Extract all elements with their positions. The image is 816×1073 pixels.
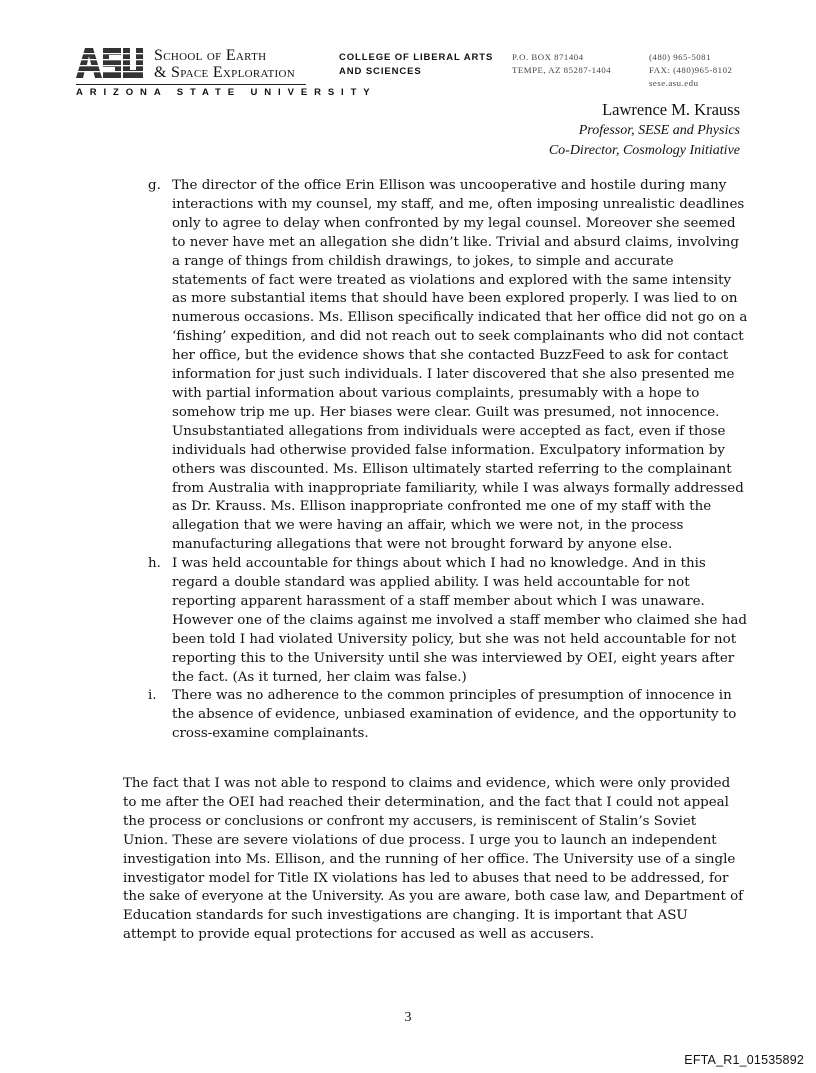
list-item-text: The director of the office Erin Ellison was uncooperative and hostile during many interactions with my counsel, my staff, and me, often imposing unrealistic deadlines only to agree to delay when confronted by my legal counsel. Moreover she seemed to never have met an allegation she didn’t like. Trivial and absurd claims, involving a range of things from childish drawings, to jokes, to simple and accurate statements of fact were treated as violations and explored with the same intensity as more substantial items that should have been explored properly. I was lied to on numerous occasions. Ms. Ellison specifically indicated that her office did not go on a ‘fishing’ expedition, and did not reach out to seek complainants who did not contact her office, but the evidence shows that she contacted BuzzFeed to ask for contact information for just such individuals. I later discovered that she also presented me with partial information about various complaints, presumably with a hope to somehow trip me up. Her biases were clear. Guilt was presumed, not innocence. Unsubstantiated allegations from individuals were accepted as fact, even if those individuals had otherwise provided false information. Exculpatory information by others was discounted. Ms. Ellison ultimately started referring to the complainant from Australia with inappropriate familiarity, while I was always formally addressed as Dr. Krauss. Ms. Ellison inappropriate confronted me one of my staff with the allegation that we were having an affair, which we were not, in the process manufacturing allegations that were not brought forward by anyone else. (172, 178, 748, 553)
author-role: Co-Director, Cosmology Initiative (548, 143, 740, 158)
fax-number: FAX: (480)965-8102 (649, 65, 733, 75)
school-name-line1: School of Earth (154, 47, 267, 64)
list-item (148, 687, 748, 744)
list-item-label: i. (148, 688, 157, 704)
phone-number: (480) 965-5081 (649, 52, 711, 62)
contact-info (649, 51, 732, 90)
school-name (154, 47, 295, 81)
address-line2: TEMPE, AZ 85287-1404 (512, 65, 612, 75)
list-item-label: g. (148, 178, 161, 193)
website: sese.asu.edu (649, 78, 699, 88)
school-name-line2: & Space Exploration (154, 64, 295, 81)
asu-logo-icon (76, 47, 148, 79)
list-item-text: There was no adherence to the common principles of presumption of innocence in the absence of evidence, unbiased examination of evidence, and the opportunity to cross-examine complainants. (172, 688, 737, 742)
list-item (148, 177, 748, 555)
address-line1: P.O. BOX 871404 (512, 52, 584, 62)
list-item-label: h. (148, 556, 161, 572)
closing-paragraph: The fact that I was not able to respond to claims and evidence, which were only provided to me after the OEI had reached their determination, and the fact that I could not appeal the process or conclusions or confront my accusers, is reminiscent of Stalin’s Soviet Union. These are severe violations of due process. I urge you to launch an independent investigation into Ms. Ellison, and the running of her office. The University use of a single investigator model for Title IX violations has led to abuses that need to be addressed, for the sake of everyone at the University. As you are aware, both case law, and Department of Education standards for such investigations are changing. It is important that ASU attempt to provide equal protections for accused as well as accusers. (123, 776, 744, 943)
lettered-list (148, 177, 748, 744)
letterhead-rule (76, 84, 306, 85)
signature-block (549, 99, 740, 161)
mailing-address (512, 51, 611, 77)
college-name-line1: COLLEGE OF LIBERAL ARTS (339, 52, 494, 63)
author-title: Professor, SESE and Physics (578, 123, 740, 138)
list-item-text: I was held accountable for things about which I had no knowledge. And in this regard a double standard was applied ability. I was held accountable for not reporting apparent harassment of a staff member about which I was unaware. However one of the claims against me involved a staff member who claimed she had been told I had violated University policy, but she was not held accountable for not reporting this to the University until she was interviewed by OEI, eight years after the fact. (As it turned, her claim was false.) (172, 556, 747, 685)
asu-logo (76, 47, 148, 79)
page-number: 3 (404, 1010, 412, 1025)
list-item (148, 555, 748, 687)
college-name (339, 51, 493, 79)
college-name-line2: AND SCIENCES (339, 66, 422, 77)
author-name: Lawrence M. Krauss (602, 100, 740, 119)
document-id: EFTA_R1_01535892 (684, 1053, 804, 1067)
university-name: ARIZONA STATE UNIVERSITY (76, 87, 377, 98)
